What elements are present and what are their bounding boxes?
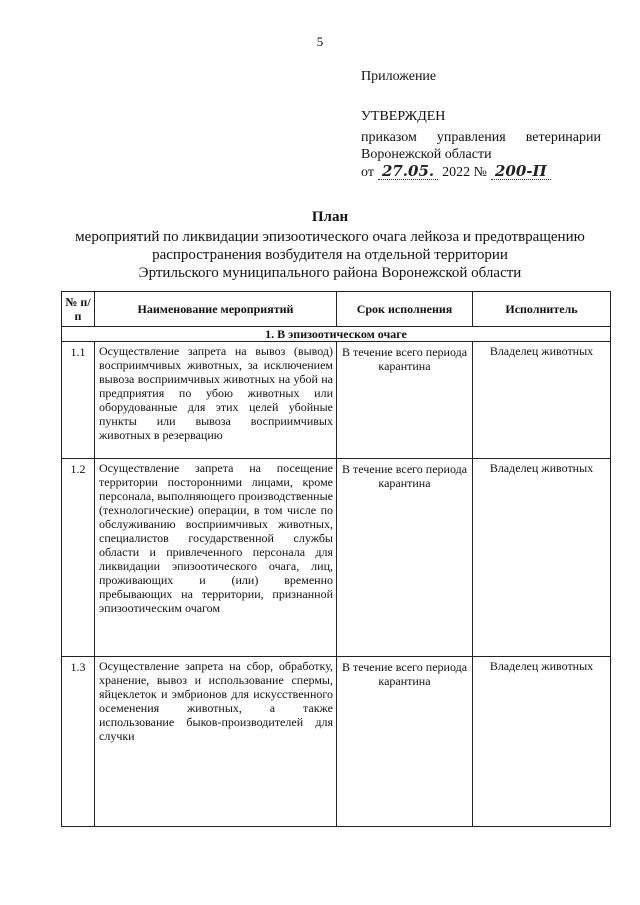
handwritten-date: 27.05. <box>378 164 438 180</box>
row-num: 1.3 <box>62 657 95 827</box>
row-num: 1.2 <box>62 459 95 657</box>
approved-region: Воронежской области <box>361 147 492 162</box>
row-executor: Владелец животных <box>473 459 611 657</box>
date-prefix: от <box>361 165 374 180</box>
row-term: В течение всего периода карантина <box>337 342 473 459</box>
row-measure: Осуществление запрета на посещение территории посторонними лицами, кроме персонала, выполняющего производственные (технологические) операции, в том числе по обслуживанию восприимчивых животных, специалистов государственной службы области и привлеченного персонала для ликвидации эпизоотического очага, лиц, проживающих и (или) временно пребывающих на территории, признанной эпизоотическим очагом <box>95 459 337 657</box>
header-name: Наименование мероприятий <box>95 292 337 327</box>
approved-heading: УТВЕРЖДЕН <box>361 109 446 124</box>
approval-date-line <box>361 164 601 181</box>
table-row <box>62 459 611 657</box>
row-executor: Владелец животных <box>473 657 611 827</box>
measures-table <box>61 291 611 827</box>
year-and-number-label: 2022 № <box>442 165 487 180</box>
row-measure: Осуществление запрета на сбор, обработку, хранение, вывоз и использование спермы, яйцеклеток и эмбрионов для искусственного осеменения животных, а также использование быков-производителей для случки <box>95 657 337 827</box>
row-executor: Владелец животных <box>473 342 611 459</box>
plan-heading <box>60 208 600 282</box>
handwritten-order-number: 200-П <box>491 164 551 180</box>
page-number: 5 <box>316 34 324 49</box>
section-title: 1. В эпизоотическом очаге <box>62 327 611 342</box>
approved-by-order: приказом управления ветеринарии <box>361 130 601 145</box>
plan-title: План <box>311 209 349 225</box>
row-term: В течение всего периода карантина <box>337 459 473 657</box>
appendix-label: Приложение <box>361 69 437 84</box>
header-term: Срок исполнения <box>337 292 473 327</box>
plan-subtitle-line-2: распространения возбудителя на отдельной территории <box>152 247 508 263</box>
table-row <box>62 657 611 827</box>
header-num: № п/п <box>62 292 95 327</box>
table-row <box>62 342 611 459</box>
row-term: В течение всего периода карантина <box>337 657 473 827</box>
section-row <box>62 327 611 342</box>
plan-subtitle-line-1: мероприятий по ликвидации эпизоотического очага лейкоза и предотвращению <box>75 229 585 245</box>
row-num: 1.1 <box>62 342 95 459</box>
row-measure: Осуществление запрета на вывоз (вывод) восприимчивых животных, за исключением вывоза восприимчивых животных на убой на предприятия по убою животных или оборудованные для этих целей убойные пункты или вывоза восприимчивых животных в резервацию <box>95 342 337 459</box>
header-executor: Исполнитель <box>473 292 611 327</box>
table-header-row <box>62 292 611 327</box>
approval-block <box>361 108 601 181</box>
plan-subtitle-line-3: Эртильского муниципального района Воронежской области <box>138 265 522 281</box>
